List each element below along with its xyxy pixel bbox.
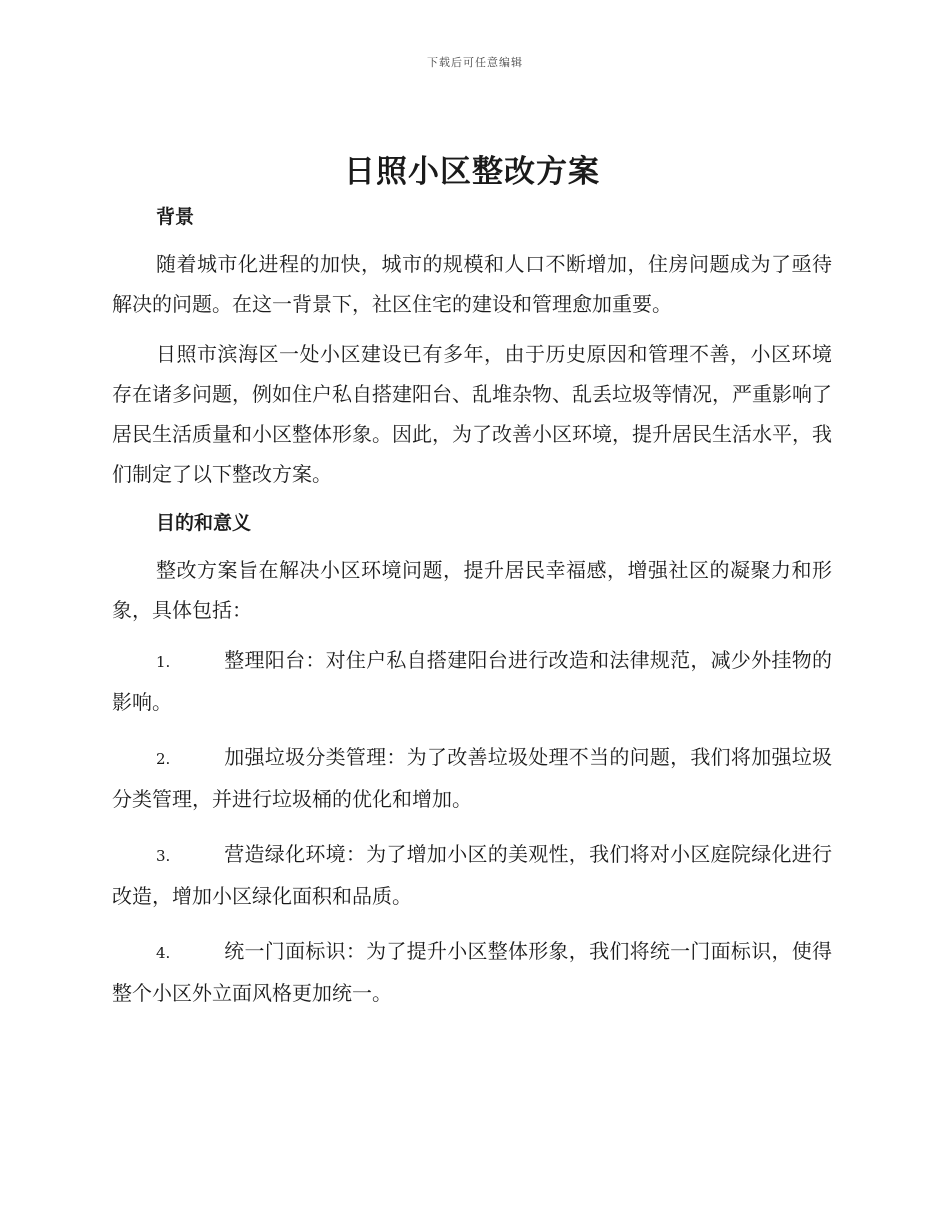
list-item: [112, 737, 832, 819]
section-purpose: [112, 508, 832, 1013]
list-item-number: 4.: [156, 944, 171, 962]
list-item-number: 3.: [156, 847, 171, 865]
list-item-text: 加强垃圾分类管理：为了改善垃圾处理不当的问题，我们将加强垃圾分类管理，并进行垃圾桶的优化和增加。: [112, 745, 832, 811]
list-item: [112, 931, 832, 1013]
background-paragraph-2: 日照市滨海区一处小区建设已有多年，由于历史原因和管理不善，小区环境存在诸多问题，例如住户私自搭建阳台、乱堆杂物、乱丢垃圾等情况，严重影响了居民生活质量和小区整体形象。因此，为了改善小区环境，提升居民生活水平，我们制定了以下整改方案。: [112, 342, 832, 486]
page-header-note: 下载后可任意编辑: [427, 56, 523, 69]
list-item-number: 2.: [156, 750, 171, 768]
list-item: [112, 640, 832, 722]
list-item-text: 统一门面标识：为了提升小区整体形象，我们将统一门面标识，使得整个小区外立面风格更加统一。: [112, 939, 832, 1005]
list-item-text: 营造绿化环境：为了增加小区的美观性，我们将对小区庭院绿化进行改造，增加小区绿化面积和品质。: [112, 842, 832, 908]
document-body: [112, 148, 832, 1028]
purpose-intro-paragraph: 整改方案旨在解决小区环境问题，提升居民幸福感，增强社区的凝聚力和形象，具体包括：: [112, 558, 832, 622]
section-heading-background: 背景: [156, 206, 195, 228]
document-title: 日照小区整改方案: [344, 154, 600, 190]
list-item-text: 整理阳台：对住户私自搭建阳台进行改造和法律规范，减少外挂物的影响。: [112, 648, 832, 714]
section-background: [112, 202, 832, 494]
background-paragraph-1: 随着城市化进程的加快，城市的规模和人口不断增加，住房问题成为了亟待解决的问题。在这一背景下，社区住宅的建设和管理愈加重要。: [112, 252, 832, 316]
list-item-number: 1.: [156, 653, 171, 671]
section-heading-purpose: 目的和意义: [156, 512, 252, 534]
list-item: [112, 834, 832, 916]
